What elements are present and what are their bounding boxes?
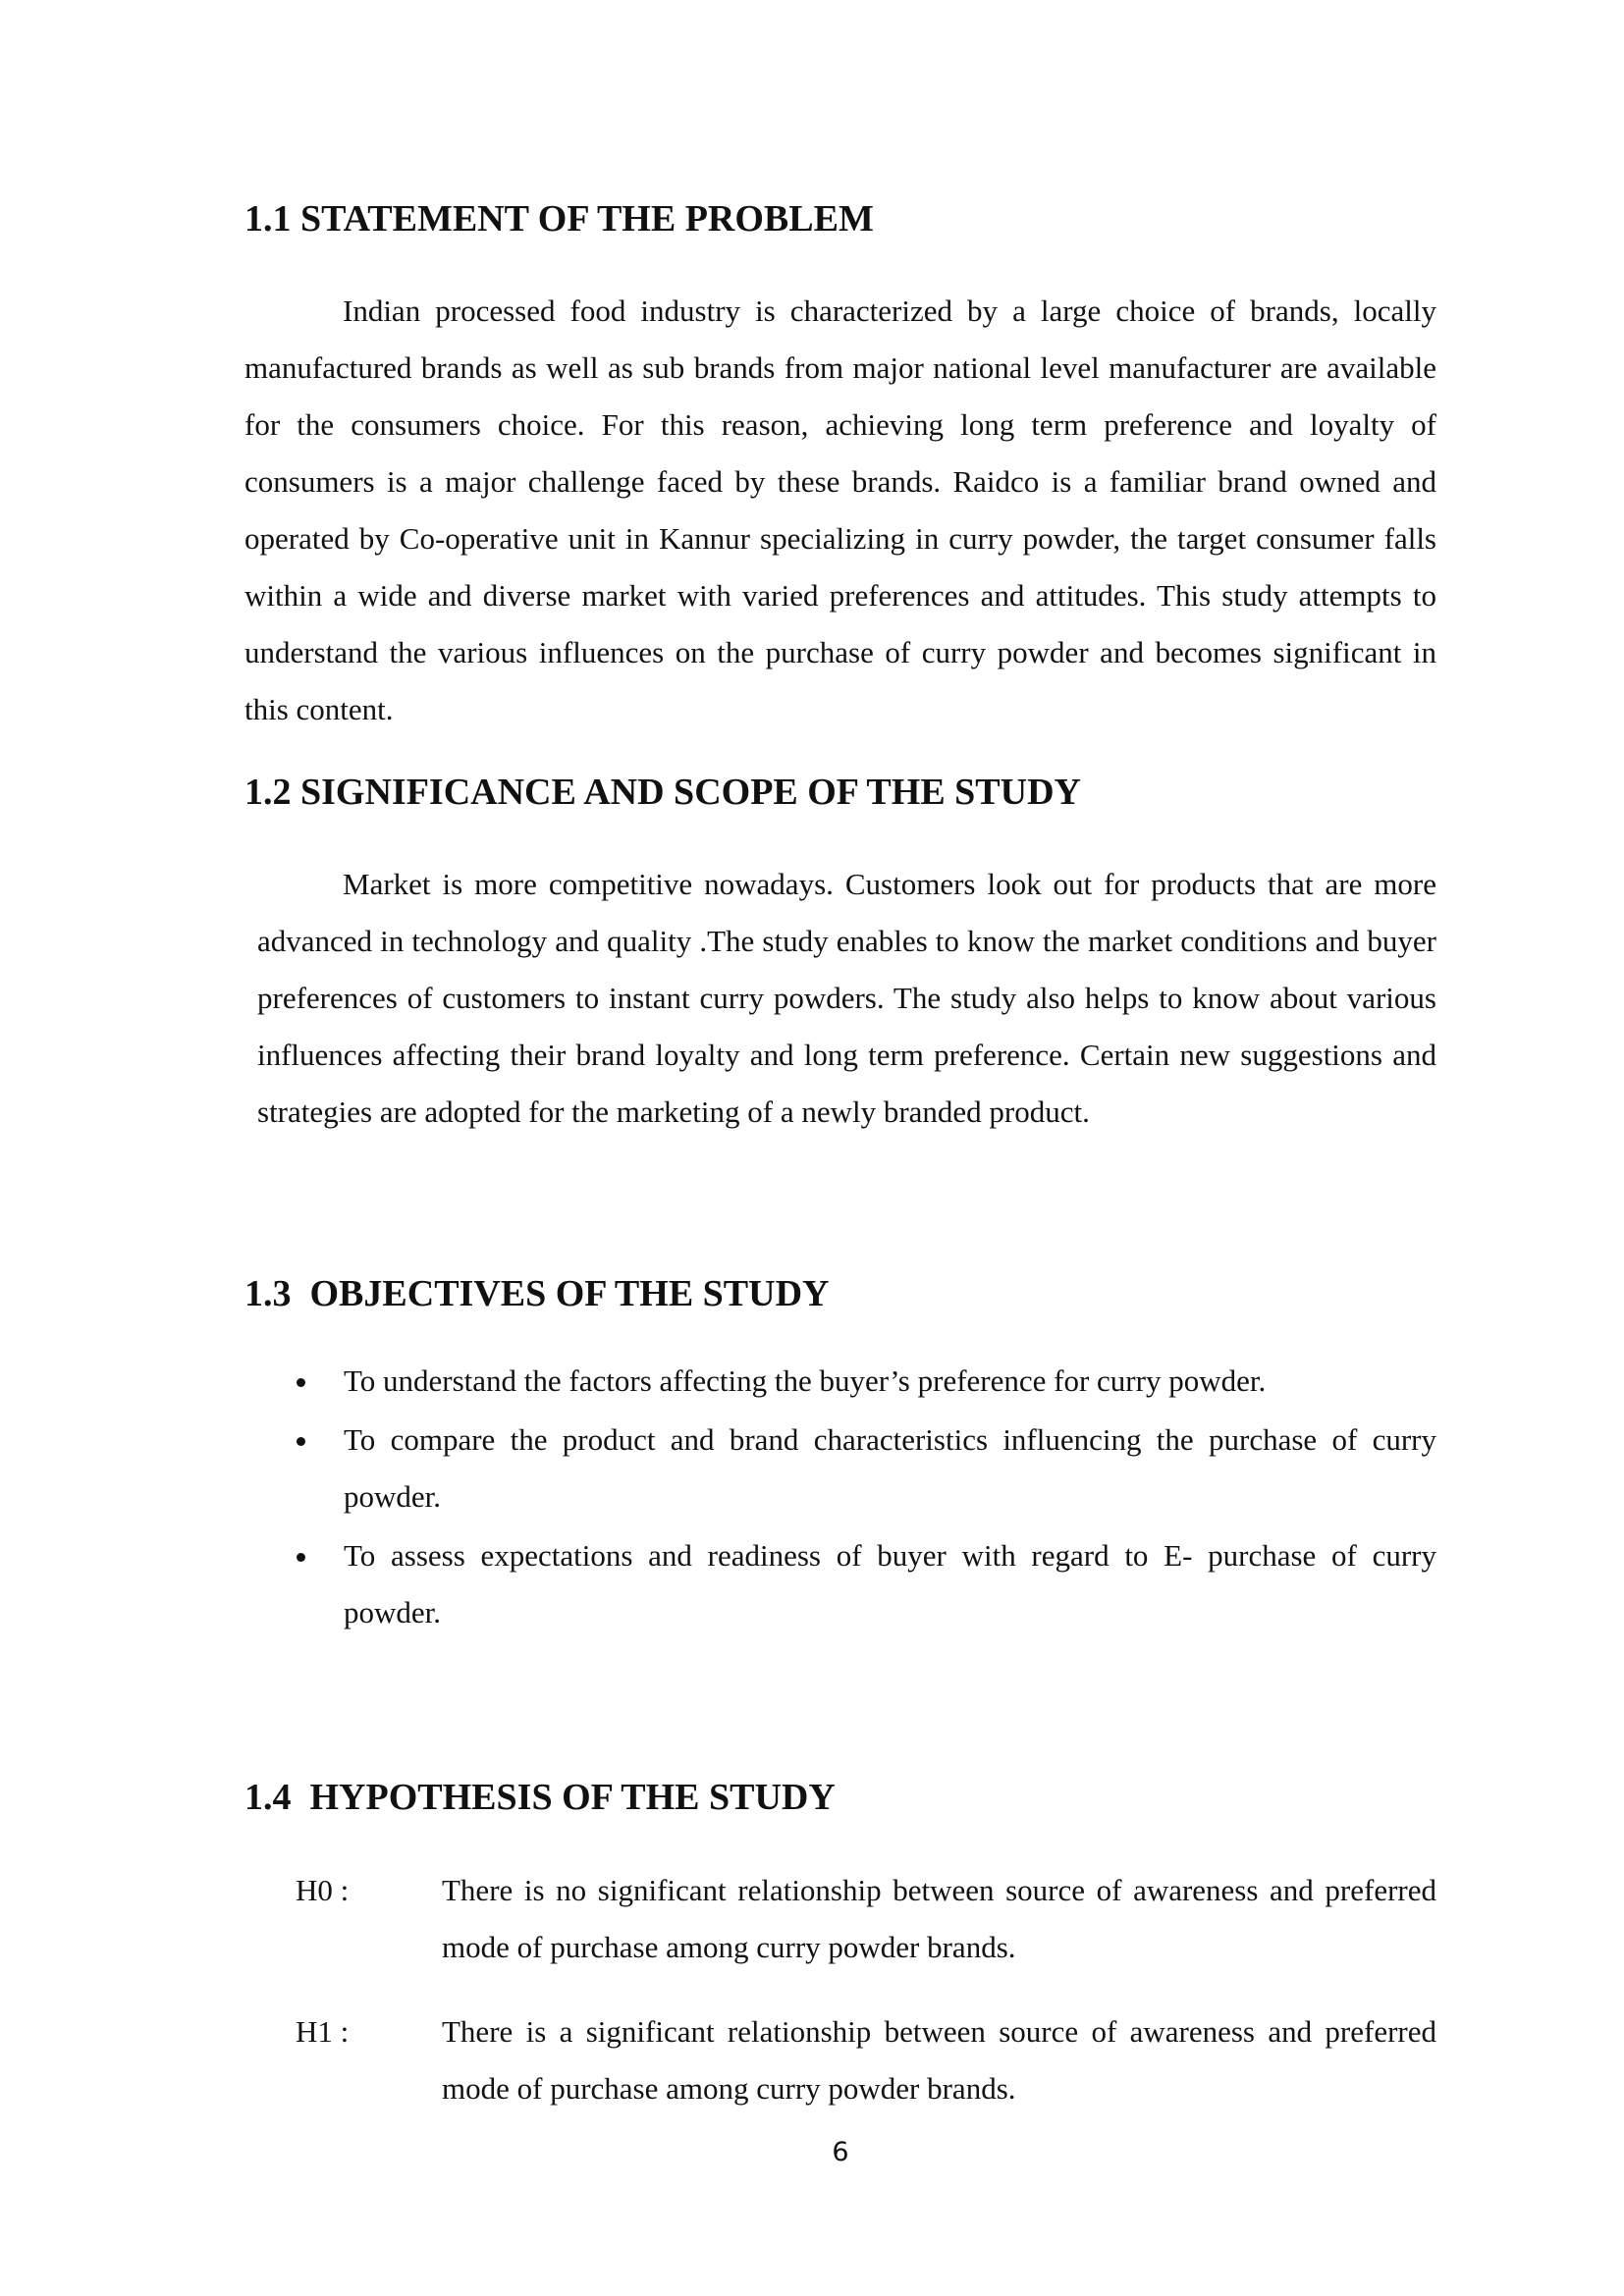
hypothesis-label: H0 : [296, 1873, 350, 1907]
objective-text: To assess expectations and readiness of buyer with regard to E- purchase of curry powder. [344, 1538, 1436, 1629]
significance-and-scope-text: Market is more competitive nowadays. Customers look out for products that are more advanced in technology and quality .The study enables to know the market conditions and buyer preferences of customers to instant curry powders. The study also helps to know about various influences affecting their brand loyalty and long term preference. Certain new suggestions and strategies are adopted for the marketing of a newly branded product. [257, 867, 1436, 1129]
hypothesis-text: There is no significant relationship between source of awareness and preferred mode of purchase among curry powder brands. [442, 1873, 1436, 1964]
hypothesis-text: There is a significant relationship between source of awareness and preferred mode of purchase among curry powder brands. [442, 2014, 1436, 2106]
statement-of-problem-paragraph [244, 283, 1436, 738]
objective-text: To understand the factors affecting the buyer’s preference for curry powder. [344, 1363, 1267, 1398]
objective-item [244, 1527, 1436, 1641]
bullet-icon [297, 1378, 305, 1387]
bullet-icon [297, 1553, 305, 1562]
bullet-icon [297, 1437, 305, 1446]
section-heading-significance-and-scope: 1.2 SIGNIFICANCE AND SCOPE OF THE STUDY [244, 772, 1081, 813]
section-heading-statement-of-problem: 1.1 STATEMENT OF THE PROBLEM [244, 198, 874, 240]
page-number: 6 [832, 2137, 849, 2167]
hypothesis-label: H1 : [296, 2014, 350, 2049]
objectives-list [244, 1353, 1436, 1643]
statement-of-problem-text: Indian processed food industry is characterized by a large choice of brands, locally manufactured brands as well as sub brands from major national level manufacturer are available for the consumers choice. For this reason, achieving long term preference and loyalty of consumers is a major challenge faced by these brands. Raidco is a familiar brand owned and operated by Co-operative unit in Kannur specializing in curry powder, the target consumer falls within a wide and diverse market with varied preferences and attitudes. This study attempts to understand the various influences on the purchase of curry powder and becomes significant in this content. [244, 294, 1436, 726]
objective-text: To compare the product and brand characteristics influencing the purchase of curry powder. [344, 1422, 1436, 1514]
significance-and-scope-paragraph [257, 856, 1436, 1141]
objective-item [244, 1353, 1436, 1410]
objective-item [244, 1412, 1436, 1525]
section-heading-hypothesis: 1.4 HYPOTHESIS OF THE STUDY [244, 1777, 836, 1818]
section-heading-objectives: 1.3 OBJECTIVES OF THE STUDY [244, 1273, 830, 1314]
